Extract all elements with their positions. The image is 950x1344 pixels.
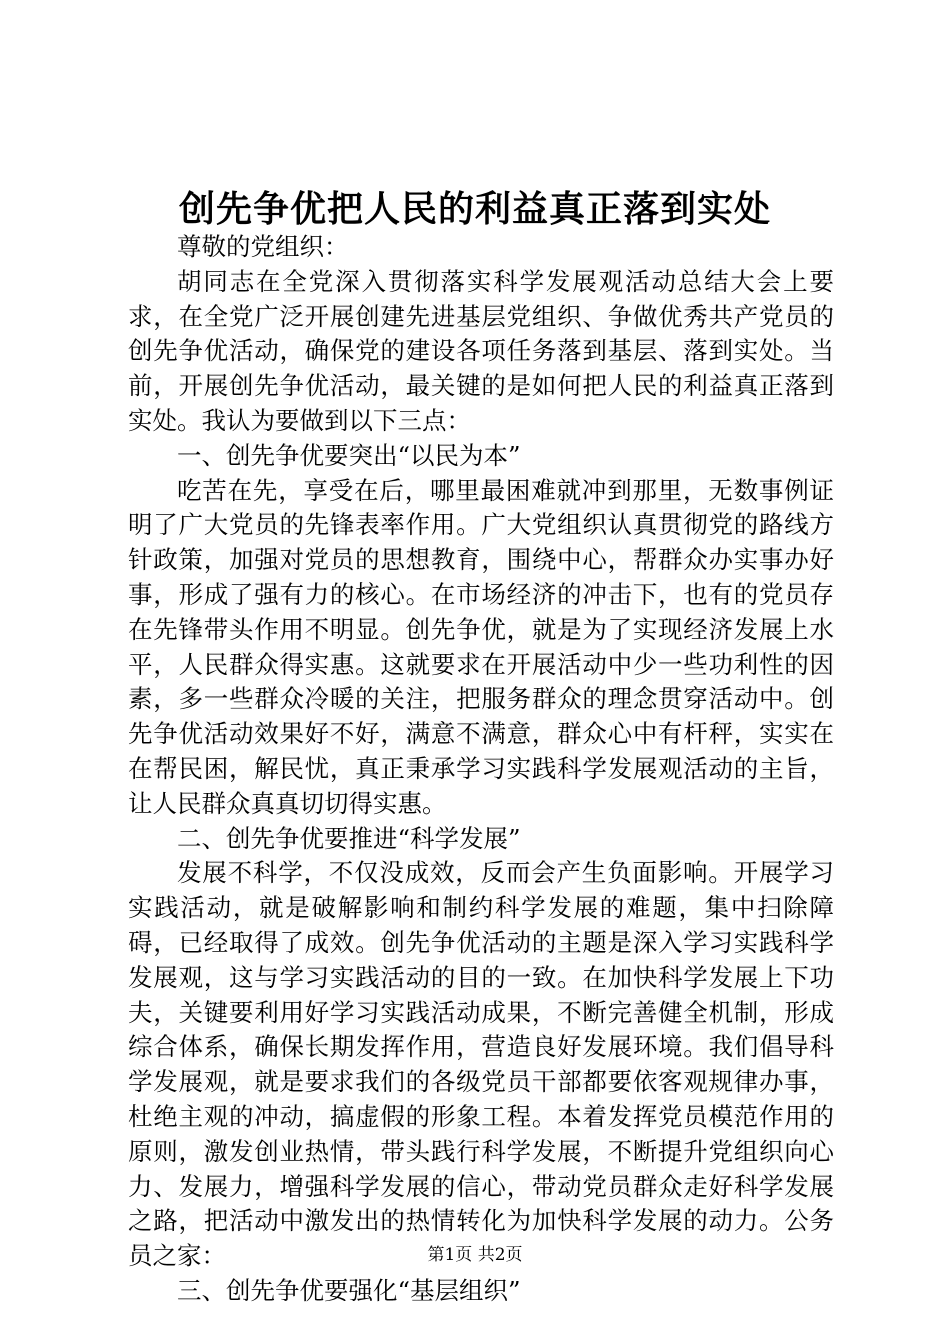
intro-paragraph: 胡同志在全党深入贯彻落实科学发展观活动总结大会上要求，在全党广泛开展创建先进基层党组织、争做优秀共产党员的创先争优活动，确保党的建设各项任务落到基层、落到实处。当前，开展创先争优活动，最关键的是如何把人民的利益真正落到实处。我认为要做到以下三点：	[128, 266, 834, 435]
page-number-footer: 第1页 共2页	[427, 1245, 523, 1265]
document-title: 创先争优把人民的利益真正落到实处	[178, 188, 771, 230]
section-body-2: 发展不科学，不仅没成效，反而会产生负面影响。开展学习实践活动，就是破解影响和制约科学发展的难题，集中扫除障碍，已经取得了成效。创先争优活动的主题是深入学习实践科学发展观，这与学习实践活动的目的一致。在加快科学发展上下功夫，关键要利用好学习实践活动成果，不断完善健全机制，形成综合体系，确保长期发挥作用，营造良好发展环境。我们倡导科学发展观，就是要求我们的各级党员干部都要依客观规律办事，杜绝主观的冲动，搞虚假的形象工程。本着发挥党员模范作用的原则，激发创业热情，带头践行科学发展，不断提升党组织向心力、发展力，增强科学发展的信心，带动党员群众走好科学发展之路，把活动中激发出的热情转化为加快科学发展的动力。公务员之家：	[128, 858, 834, 1271]
section-body-1: 吃苦在先，享受在后，哪里最困难就冲到那里，无数事例证明了广大党员的先锋表率作用。广大党组织认真贯彻党的路线方针政策，加强对党员的思想教育，围绕中心，帮群众办实事办好事，形成了强有力的核心。在市场经济的冲击下，也有的党员存在先锋带头作用不明显。创先争优，就是为了实现经济发展上水平，人民群众得实惠。这就要求在开展活动中少一些功利性的因素，多一些群众冷暖的关注，把服务群众的理念贯穿活动中。创先争优活动效果好不好，满意不满意，群众心中有杆秤，实实在在帮民困，解民忧，真正秉承学习实践科学发展观活动的主旨，让人民群众真真切切得实惠。	[128, 475, 834, 818]
section-heading-2: 二、创先争优要推进“科学发展”	[177, 823, 521, 853]
section-heading-3: 三、创先争优要强化“基层组织”	[177, 1275, 521, 1305]
salutation: 尊敬的党组织：	[177, 232, 349, 261]
section-heading-1: 一、创先争优要突出“以民为本”	[177, 440, 521, 470]
document-body	[128, 230, 834, 1309]
